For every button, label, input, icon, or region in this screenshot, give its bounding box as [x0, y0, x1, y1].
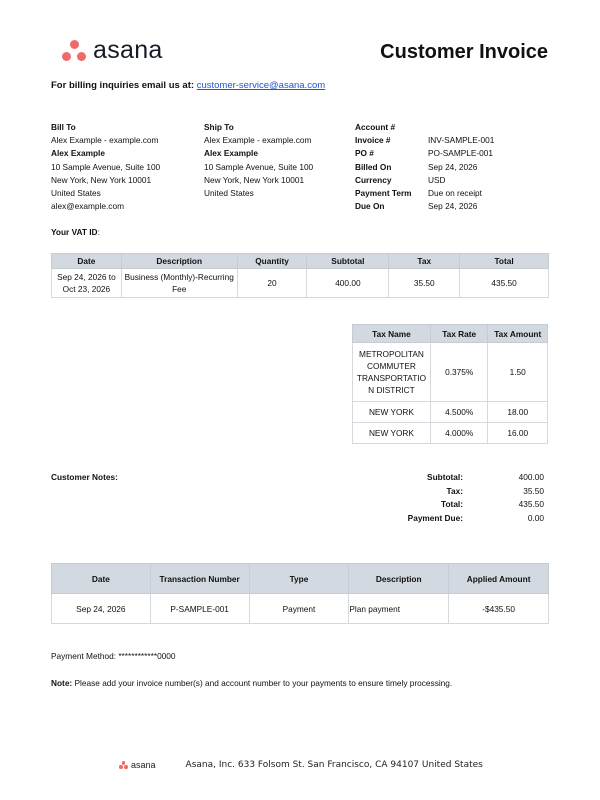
- bill-to-email: alex@example.com: [51, 201, 124, 212]
- payment-note: [51, 678, 452, 688]
- table-row: [52, 594, 549, 624]
- billing-email-link[interactable]: customer-service@asana.com: [196, 80, 326, 91]
- tax-value: 35.50: [523, 485, 544, 496]
- bill-to-heading: Bill To: [51, 122, 76, 132]
- billed-on-row: [355, 161, 494, 174]
- footer-address: Asana, Inc. 633 Folsom St. San Francisco, CA 94107 United States: [185, 760, 483, 770]
- payment-method: Payment Method: ************0000: [51, 651, 176, 661]
- tax-amount: 16.00: [488, 423, 548, 444]
- col-header-applied-amount: Applied Amount: [449, 564, 549, 594]
- vat-label: Your VAT ID: [51, 227, 98, 237]
- tax-rate: 4.500%: [430, 402, 488, 423]
- col-header-date: Date: [52, 254, 122, 269]
- transactions-table: [51, 563, 549, 624]
- currency-value: USD: [428, 174, 446, 185]
- col-header-subtotal: Subtotal: [307, 254, 389, 269]
- tax-name: METROPOLITAN COMMUTER TRANSPORTATIO N DISTRICT: [353, 343, 431, 402]
- logo-wordmark: asana: [93, 36, 163, 64]
- col-header-transaction-number: Transaction Number: [150, 564, 249, 594]
- subtotal-label: Subtotal:: [427, 472, 463, 482]
- tax-table: [352, 324, 548, 444]
- bill-to-line: United States: [51, 188, 101, 199]
- page-title: Customer Invoice: [380, 41, 548, 63]
- bill-to-name: Alex Example: [51, 148, 105, 159]
- account-row: [355, 121, 494, 134]
- vat-colon: :: [97, 227, 100, 237]
- total-value: 435.50: [518, 499, 544, 510]
- ship-to-line: New York, New York 10001: [204, 174, 305, 185]
- table-row: [52, 269, 549, 298]
- table-header-row: [353, 325, 548, 343]
- line-date: Sep 24, 2026 to Oct 23, 2026: [52, 269, 122, 298]
- col-header-type: Type: [249, 564, 349, 594]
- payment-due-label: Payment Due:: [407, 512, 463, 523]
- table-header-row: [52, 564, 549, 594]
- po-value: PO-SAMPLE-001: [428, 148, 494, 159]
- due-on-label: Due On: [355, 201, 385, 212]
- subtotal-row: [360, 471, 544, 485]
- col-header-tax: Tax: [389, 254, 460, 269]
- tax-name: NEW YORK: [353, 402, 431, 423]
- invoice-label: Invoice #: [355, 135, 391, 146]
- payment-term-value: Due on receipt: [428, 188, 482, 199]
- table-row: [353, 343, 548, 402]
- payment-due-value: 0.00: [527, 512, 544, 523]
- asana-logo-icon: [62, 40, 86, 62]
- account-details: [355, 121, 494, 213]
- po-label: PO #: [355, 148, 374, 159]
- payment-term-row: [355, 187, 494, 200]
- bill-to-line: Alex Example - example.com: [51, 135, 159, 146]
- col-header-date: Date: [52, 564, 151, 594]
- customer-notes-label: Customer Notes:: [51, 472, 118, 482]
- col-header-description: Description: [349, 564, 449, 594]
- tax-amount: 18.00: [488, 402, 548, 423]
- transaction-description: Plan payment: [349, 594, 449, 624]
- table-row: [353, 402, 548, 423]
- table-header-row: [52, 254, 549, 269]
- invoice-value: INV-SAMPLE-001: [428, 135, 495, 146]
- account-label: Account #: [355, 122, 396, 132]
- due-on-value: Sep 24, 2026: [428, 201, 478, 212]
- col-header-description: Description: [121, 254, 237, 269]
- footer-wordmark: asana: [131, 760, 156, 770]
- tax-rate: 0.375%: [430, 343, 488, 402]
- currency-row: [355, 174, 494, 187]
- transaction-type: Payment: [249, 594, 349, 624]
- total-label: Total:: [441, 499, 463, 510]
- asana-logo: [62, 36, 163, 65]
- line-subtotal: 400.00: [307, 269, 389, 298]
- po-row: [355, 147, 494, 160]
- due-on-row: [355, 200, 494, 213]
- subtotal-value: 400.00: [518, 472, 544, 482]
- col-header-quantity: Quantity: [237, 254, 307, 269]
- transaction-number: P-SAMPLE-001: [150, 594, 249, 624]
- line-tax: 35.50: [389, 269, 460, 298]
- ship-to-name: Alex Example: [204, 148, 258, 159]
- note-label: Note:: [51, 678, 73, 688]
- ship-to-heading: Ship To: [204, 122, 234, 132]
- bill-to-block: [51, 121, 160, 213]
- footer-logo: [119, 760, 156, 770]
- billed-on-label: Billed On: [355, 161, 392, 172]
- vat-id: [51, 227, 100, 237]
- col-header-total: Total: [460, 254, 549, 269]
- asana-logo-icon: [119, 761, 128, 769]
- totals-block: [360, 471, 544, 525]
- invoice-row: [355, 134, 494, 147]
- billing-label: For billing inquiries email us at:: [51, 80, 195, 91]
- line-items-table: [51, 253, 549, 298]
- ship-to-line: United States: [204, 188, 254, 199]
- tax-label: Tax:: [446, 485, 463, 496]
- tax-row: [360, 485, 544, 499]
- transaction-amount: -$435.50: [449, 594, 549, 624]
- table-row: [353, 423, 548, 444]
- currency-label: Currency: [355, 174, 392, 185]
- tax-name: NEW YORK: [353, 423, 431, 444]
- billed-on-value: Sep 24, 2026: [428, 161, 478, 172]
- line-quantity: 20: [237, 269, 307, 298]
- line-total: 435.50: [460, 269, 549, 298]
- total-row: [360, 498, 544, 512]
- tax-rate: 4.000%: [430, 423, 488, 444]
- bill-to-line: 10 Sample Avenue, Suite 100: [51, 161, 161, 172]
- col-header-tax-name: Tax Name: [353, 325, 431, 343]
- col-header-tax-amount: Tax Amount: [488, 325, 548, 343]
- ship-to-line: 10 Sample Avenue, Suite 100: [204, 161, 314, 172]
- transaction-date: Sep 24, 2026: [52, 594, 151, 624]
- payment-due-row: [360, 512, 544, 526]
- note-text: Please add your invoice number(s) and account number to your payments to ensure timely processing.: [74, 678, 453, 688]
- ship-to-line: Alex Example - example.com: [204, 135, 312, 146]
- tax-amount: 1.50: [488, 343, 548, 402]
- billing-inquiries: [51, 80, 325, 91]
- footer: [119, 760, 483, 770]
- ship-to-block: [204, 121, 313, 200]
- line-description: Business (Monthly)-Recurring Fee: [121, 269, 237, 298]
- bill-to-line: New York, New York 10001: [51, 174, 152, 185]
- payment-term-label: Payment Term: [355, 188, 412, 199]
- col-header-tax-rate: Tax Rate: [430, 325, 488, 343]
